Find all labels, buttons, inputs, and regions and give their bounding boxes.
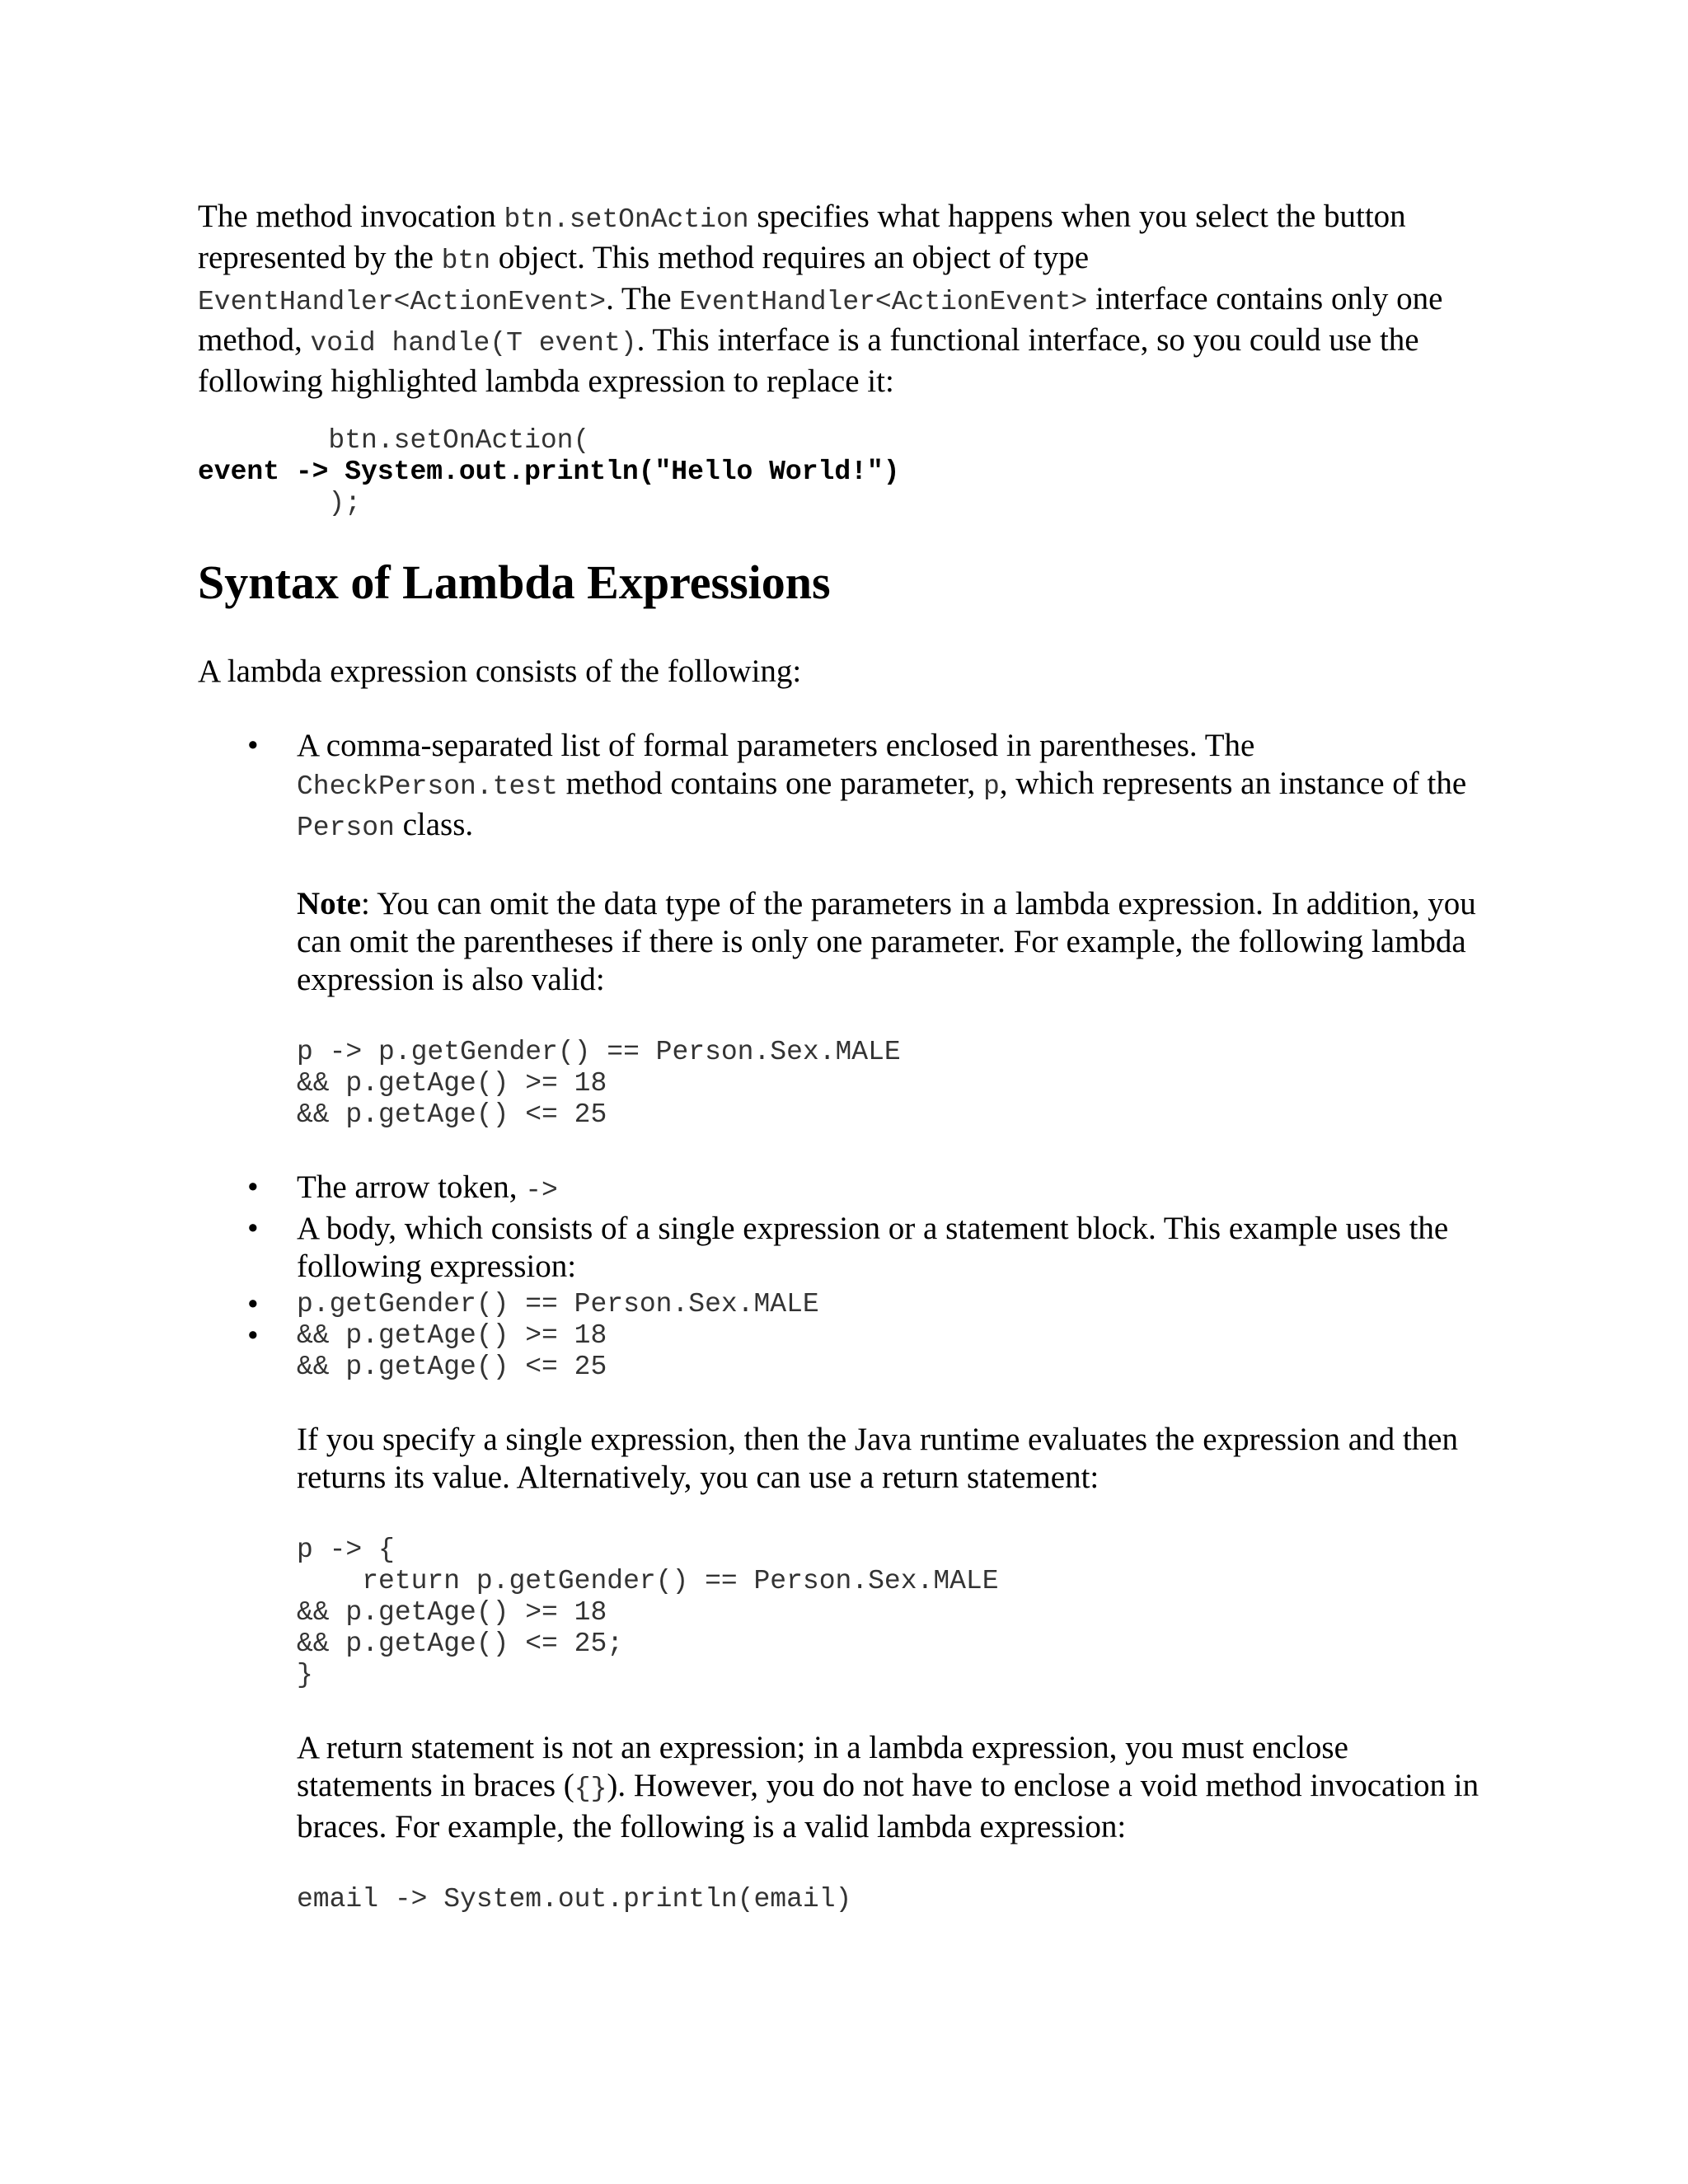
list-item-arrow (247, 1169, 1484, 1210)
intro-text: interface contains only one method, (198, 281, 1443, 358)
code-line: btn.setOnAction( (198, 425, 590, 456)
intro-text: . This interface is a functional interface, so you could use the following highlighted lambda expression to replace it: (198, 322, 1419, 399)
code-line-highlighted: event -> System.out.println("Hello World!") (198, 457, 900, 487)
list-item-body (247, 1210, 1484, 1286)
note-paragraph: Note: You can omit the data type of the parameters in a lambda expression. In addition, you can omit the parentheses if there is only one parameter. For example, the following lambda expression is also valid: (297, 886, 1476, 997)
intro-text: object. This method requires an object of type (490, 240, 1090, 275)
list-item-code (247, 1318, 1484, 1383)
list-item-text: A comma-separated list of formal parameters enclosed in parentheses. The CheckPerson.test method contains one parameter, p, which represents an instance of the Person class. (297, 728, 1467, 843)
code-block-email: email -> System.out.println(email) (297, 1884, 852, 1915)
bullet-marker: • (247, 1286, 259, 1322)
list-item-text: The arrow token, -> (297, 1169, 558, 1206)
inline-code: p (982, 771, 1000, 802)
inline-code: {} (574, 1774, 607, 1804)
code-block-set-on-action (198, 425, 900, 519)
consists-paragraph: A lambda expression consists of the following: (198, 654, 802, 689)
bullet-marker: • (247, 1169, 259, 1205)
inline-code: -> (525, 1175, 558, 1206)
inline-code: btn (441, 246, 491, 276)
list-item-parameters (247, 727, 1484, 1131)
intro-text: The method invocation (198, 199, 504, 234)
return-statement-paragraph: A return statement is not an expression; in a lambda expression, you must enclose statements in braces ({}). However, you do not have to enclose a void method invocation in braces. For example, the following is a valid lambda expression: (297, 1730, 1479, 1844)
inline-code: CheckPerson.test (297, 771, 558, 802)
code-line: p.getGender() == Person.Sex.MALE (297, 1289, 819, 1319)
code-line: && p.getAge() >= 18 && p.getAge() <= 25 (297, 1320, 607, 1382)
single-expression-paragraph: If you specify a single expression, then the Java runtime evaluates the expression and then returns its value. Alternatively, you can use a return statement: (297, 1422, 1458, 1495)
code-block-return: p -> { return p.getGender() == Person.Sex.MALE && p.getAge() >= 18 && p.getAge() <= 25; } (297, 1535, 999, 1690)
inline-code: void handle(T event) (310, 328, 637, 359)
intro-paragraph (198, 198, 1484, 401)
intro-text: . The (606, 281, 680, 316)
list-item-text: A body, which consists of a single expression or a statement block. This example uses the following expression: (297, 1211, 1449, 1284)
bullet-list (247, 727, 1484, 1915)
list-item-code (247, 1286, 1484, 1322)
inline-code: btn.setOnAction (504, 204, 749, 235)
section-heading: Syntax of Lambda Expressions (198, 555, 831, 609)
inline-code: Person (297, 813, 395, 843)
bullet-marker: • (247, 1211, 259, 1246)
note-label: Note (297, 886, 361, 921)
inline-code: EventHandler<ActionEvent> (198, 287, 607, 317)
code-block-no-parens: p -> p.getGender() == Person.Sex.MALE && p.getAge() >= 18 && p.getAge() <= 25 (297, 1037, 901, 1130)
inline-code: EventHandler<ActionEvent> (679, 287, 1088, 317)
intro-text: specifies what happens when you select the button represented by the (198, 199, 1406, 275)
code-line: ); (198, 488, 362, 518)
bullet-marker: • (247, 1318, 259, 1353)
bullet-marker: • (247, 728, 259, 763)
